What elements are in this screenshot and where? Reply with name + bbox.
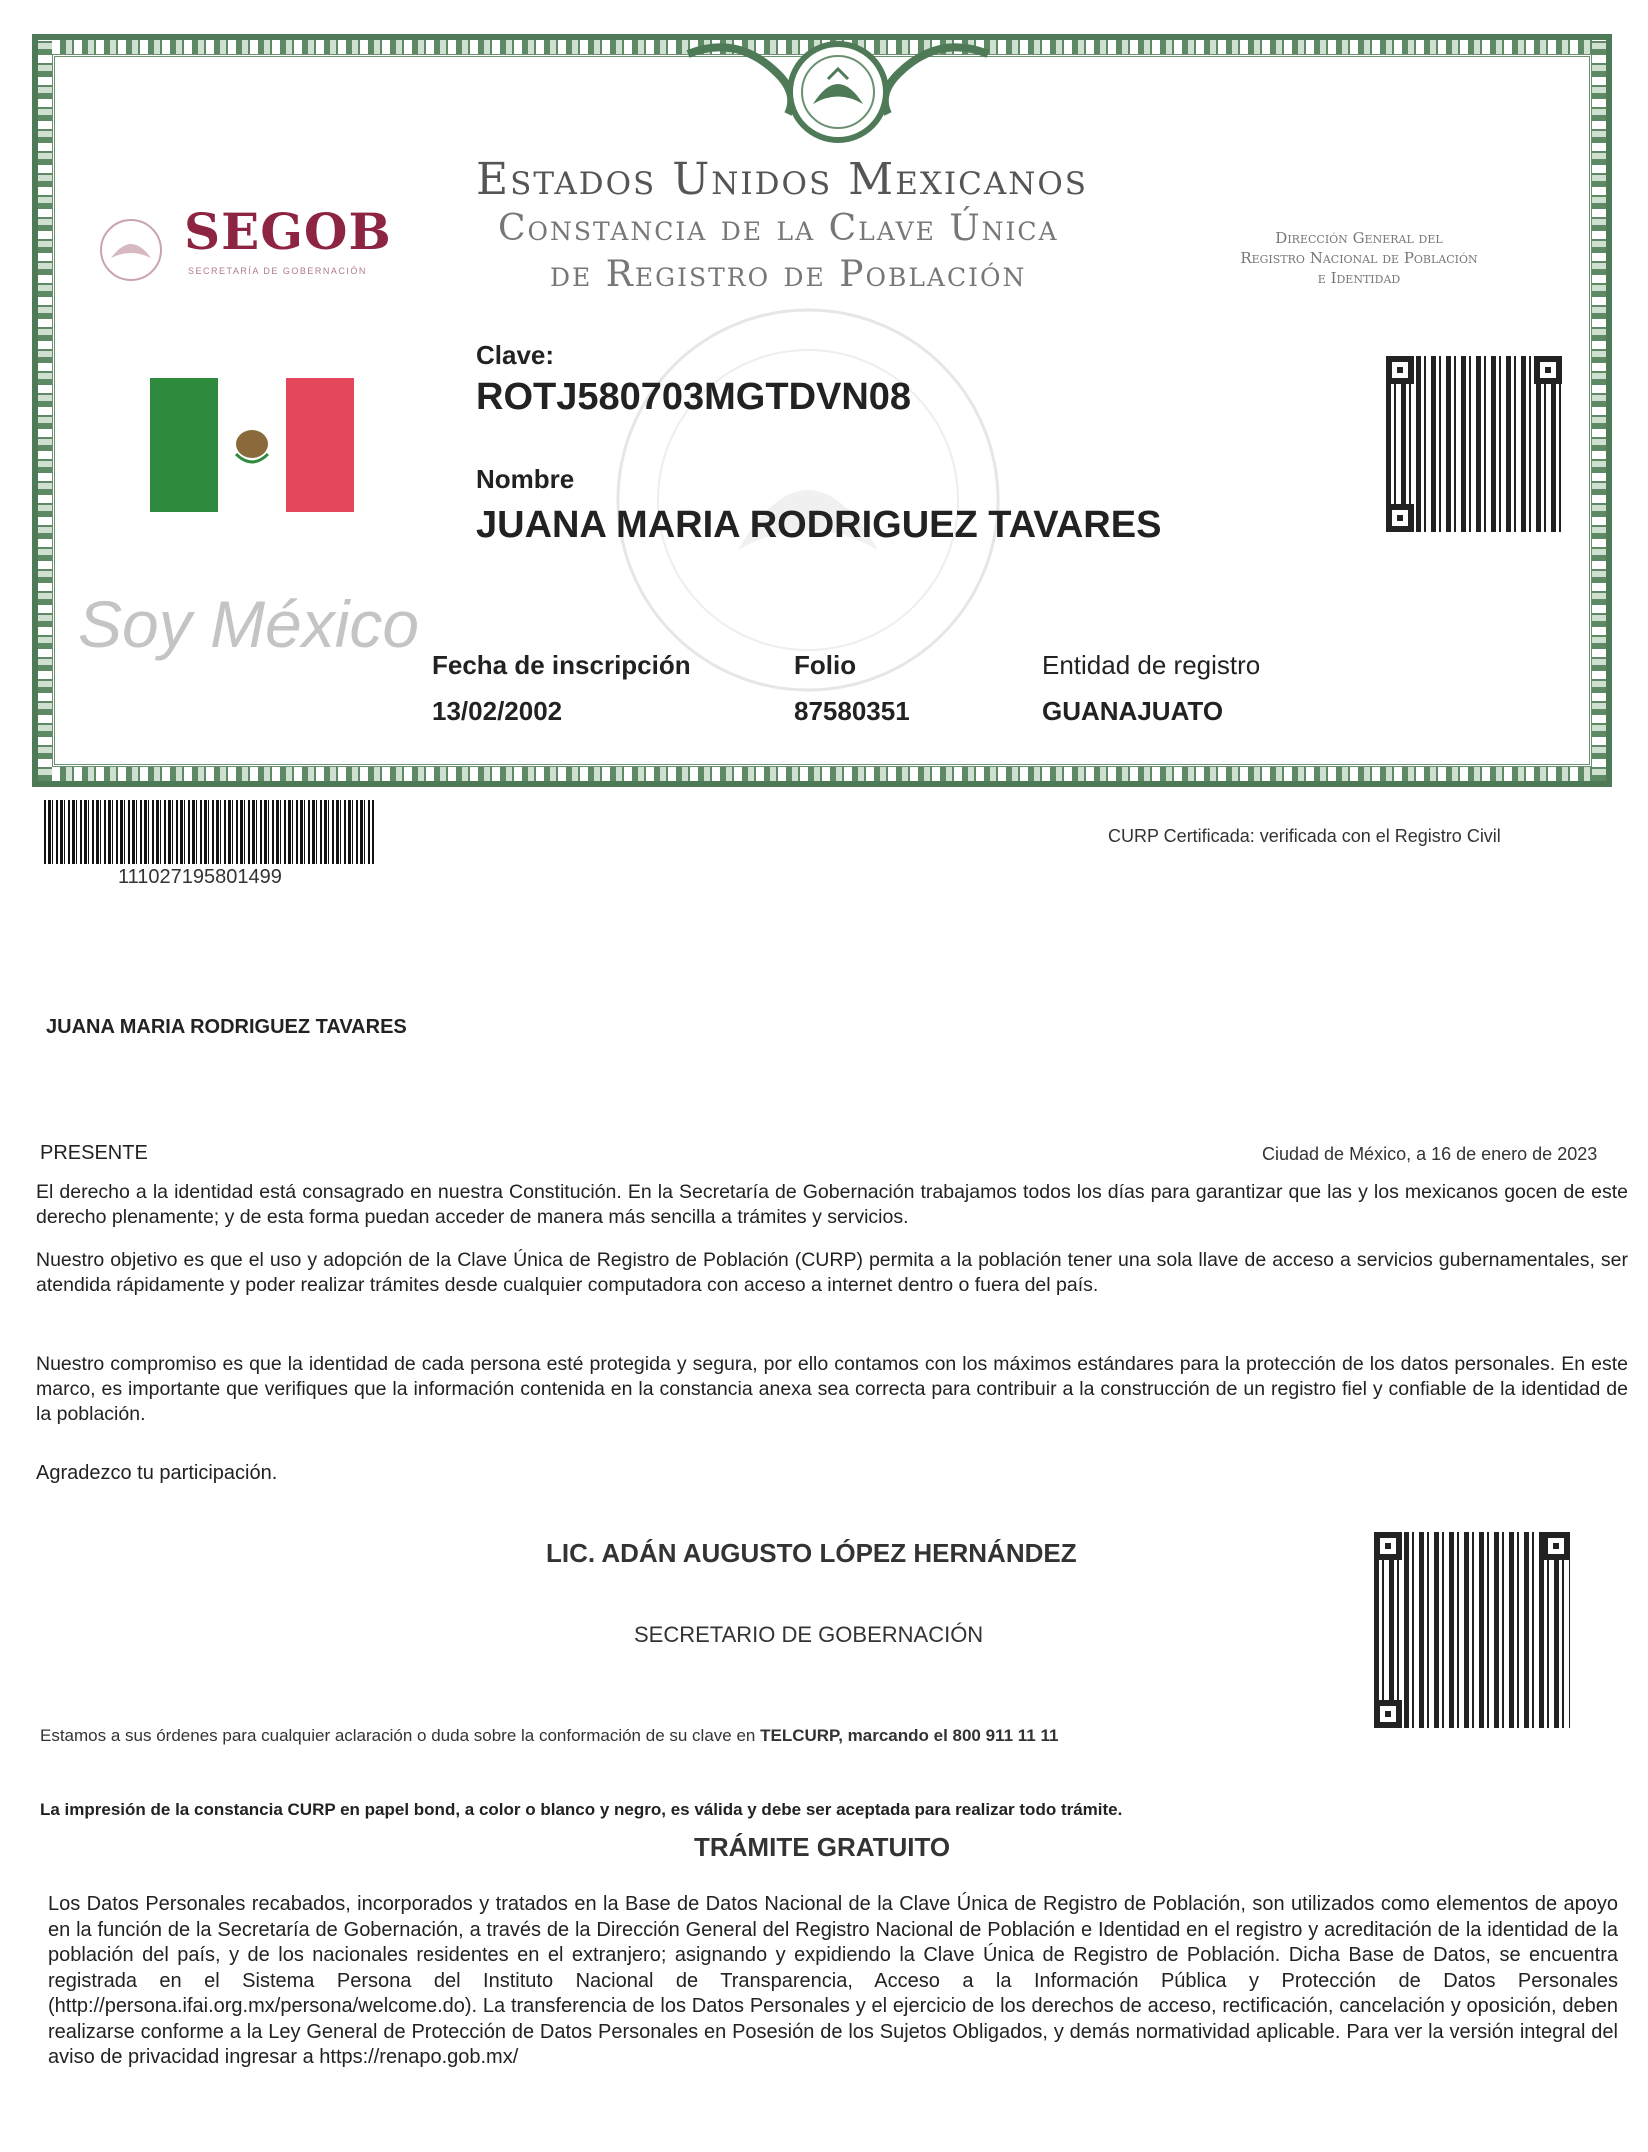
doc-title-line1: Constancia de la Clave Única: [498, 208, 1059, 249]
flag-green-stripe: [150, 378, 218, 512]
flag-white-stripe: [218, 378, 286, 512]
curp-certificada-note: CURP Certificada: verificada con el Registro Civil: [1108, 826, 1501, 846]
segob-logo: SEGOB: [184, 202, 392, 261]
recipient-name: JUANA MARIA RODRIGUEZ TAVARES: [46, 1016, 407, 1038]
folio-label: Folio: [794, 650, 857, 680]
curp-certificate: [32, 34, 1612, 787]
entidad-value: GUANAJUATO: [1042, 696, 1224, 726]
barcode-icon: [44, 800, 374, 864]
signer-name: LIC. ADÁN AUGUSTO LÓPEZ HERNÁNDEZ: [546, 1538, 1077, 1568]
flag-red-stripe: [286, 378, 354, 512]
telcurp-phone: TELCURP, marcando el 800 911 11 11: [760, 1726, 1059, 1745]
qr-finder: [1374, 1532, 1402, 1560]
privacy-notice: Los Datos Personales recabados, incorporados y tratados en la Base de Datos Nacional de la Clave Única de Registro de Población, son utilizados como elementos de apoyo en la función de la Secretaría de Gobernación, a través de la Dirección General del Registro Nacional de Población e Identidad en el registro y acreditación de la identidad de la población del país, y de los nacionales residentes en el extranjero; asignando y expidiendo la Clave Única de Registro de Población. Dicha Base de Datos, se encuentra registrada en el Sistema Persona del Instituto Nacional de Transparencia, Acceso a la Información Pública y Protección de Datos Personales (http://persona.ifai.org.mx/persona/welcome.do). La transferencia de los Datos Personales y el ejercicio de los derechos de acceso, rectificación, cancelación y oposición, deben realizarse conforme a la Ley General de Protección de Datos Personales en Posesión de los Sujetos Obligados, y demás normatividad aplicable. Para ver la versión integral del aviso de privacidad ingresar a https://renapo.gob.mx/: [48, 1893, 1618, 2068]
barcode-number: 111027195801499: [118, 866, 282, 888]
validity-notice: La impresión de la constancia CURP en papel bond, a color o blanco y negro, es válida y debe ser aceptada para realizar todo trámite.: [40, 1800, 1123, 1819]
entidad-label: Entidad de registro: [1042, 650, 1261, 680]
mexican-flag: [150, 378, 354, 512]
frame-border-left: [38, 40, 52, 781]
frame-border-bottom: [38, 767, 1606, 781]
flag-eagle-icon: [218, 378, 286, 512]
fecha-value: 13/02/2002: [432, 696, 563, 726]
frame-border-right: [1592, 40, 1606, 781]
fecha-label: Fecha de inscripción: [432, 650, 691, 680]
thanks-line: Agradezco tu participación.: [36, 1462, 278, 1484]
paragraph-identity: El derecho a la identidad está consagrado en nuestra Constitución. En la Secretaría de Gobernación trabajamos todos los días para garantizar que las y los mexicanos gocen de este derecho plenamente; y de esta forma puedan acceder de manera más sencilla a trámites y servicios.: [36, 1181, 1628, 1228]
agency-line3: e Identidad: [1317, 269, 1401, 287]
nombre-label: Nombre: [476, 464, 575, 494]
presente-label: PRESENTE: [40, 1142, 148, 1164]
folio-value: 87580351: [794, 696, 910, 726]
clave-value: ROTJ580703MGTDVN08: [476, 376, 912, 418]
country-title: Estados Unidos Mexicanos: [476, 154, 1089, 205]
qr-finder: [1542, 1532, 1570, 1560]
paragraph-objective: Nuestro objetivo es que el uso y adopción de la Clave Única de Registro de Población (CURP) permita a la población tener una sola llave de acceso a servicios gubernamentales, ser atendida rápidamente y poder realizar trámites desde cualquier computadora con acceso a internet dentro o fuera del país.: [36, 1249, 1628, 1296]
nombre-value: JUANA MARIA RODRIGUEZ TAVARES: [476, 504, 1162, 546]
national-seal-icon: [678, 34, 998, 154]
agency-line1: Dirección General del: [1275, 229, 1443, 247]
qr-code-icon: [1386, 356, 1562, 532]
soy-mexico-watermark: Soy México: [78, 587, 420, 661]
paragraph-commitment: Nuestro compromiso es que la identidad de cada persona esté protegida y segura, por ello contamos con los máximos estándares para la protección de los datos personales. En este marco, es importante que verifiques que la información contenida en la constancia anexa sea correcta para contribuir a la construcción de un registro fiel y confiable de la identidad de la población.: [36, 1353, 1628, 1425]
segob-seal-icon: [96, 210, 166, 290]
agency-line2: Registro Nacional de Población: [1240, 249, 1478, 267]
segob-subtitle: SECRETARÍA DE GOBERNACIÓN: [188, 266, 367, 276]
qr-finder: [1386, 504, 1414, 532]
tramite-gratuito: TRÁMITE GRATUITO: [694, 1832, 951, 1862]
signer-title: SECRETARIO DE GOBERNACIÓN: [634, 1622, 984, 1647]
clave-label: Clave:: [476, 340, 555, 370]
watermark-seal-icon: [558, 290, 1058, 710]
qr-finder: [1374, 1700, 1402, 1728]
doc-title-line2: de Registro de Población: [550, 254, 1027, 295]
place-date: Ciudad de México, a 16 de enero de 2023: [1262, 1144, 1598, 1164]
help-text: Estamos a sus órdenes para cualquier aclaración o duda sobre la conformación de su clave en: [40, 1726, 756, 1745]
agency-name: [1214, 228, 1504, 288]
qr-finder: [1534, 356, 1562, 384]
qr-finder: [1386, 356, 1414, 384]
help-line: [40, 1726, 1058, 1746]
qr-code-icon: [1374, 1532, 1570, 1728]
